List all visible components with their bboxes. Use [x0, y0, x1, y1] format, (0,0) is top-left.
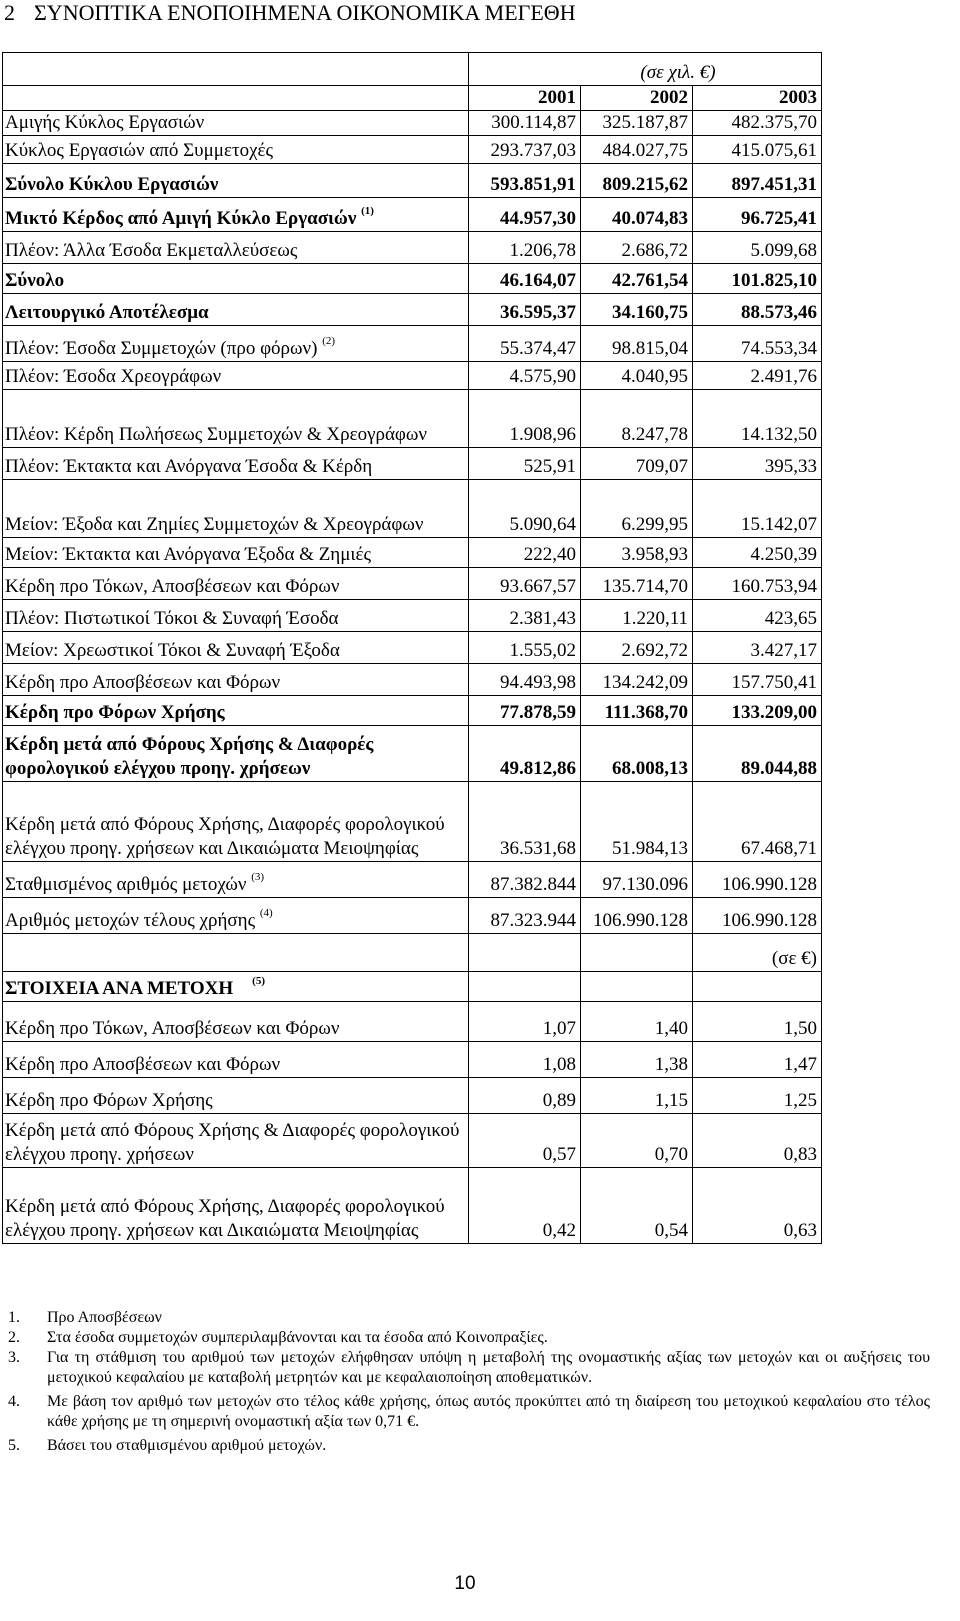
footnote-text: Για τη στάθμιση του αριθμού των μετοχών ελήφθησαν υπόψη η μεταβολή της ονομαστικής αξίας των μετοχών και οι αυξήσεις του μετοχικού κεφαλαίου με καταβολή μετρητών και με κεφαλαιοποίηση αποθεματικών.: [47, 1349, 930, 1386]
row-label: [3, 264, 469, 294]
row-label-text: Αριθμός μετοχών τέλους χρήσης: [5, 910, 256, 931]
table-row: [3, 782, 822, 862]
row-label-text: Κέρδη μετά από Φόρους Χρήσης & Διαφορές φορολογικού ελέγχου προηγ. χρήσεων: [5, 734, 374, 779]
row-label: [3, 898, 469, 934]
per-share-label: Κέρδη προ Αποσβέσεων και Φόρων: [3, 1042, 469, 1078]
row-label: [3, 136, 469, 164]
cell-value-2001: 87.323.944: [469, 898, 581, 934]
cell-value-2003: 14.132,50: [693, 390, 822, 448]
row-label-text: Κύκλος Εργασιών από Συμμετοχές: [5, 140, 274, 161]
row-label: [3, 111, 469, 136]
table-row: [3, 198, 822, 232]
section-number: 2: [4, 0, 15, 25]
row-label: [3, 782, 469, 862]
unit-spacer: [581, 934, 693, 972]
row-label: [3, 326, 469, 362]
row-label-text: Κέρδη προ Αποσβέσεων και Φόρων: [5, 672, 281, 693]
cell-value-2002: 40.074,83: [581, 198, 693, 232]
cell-value-2002: 8.247,78: [581, 390, 693, 448]
cell-value-2003: 157.750,41: [693, 664, 822, 696]
row-label-text: Κέρδη προ Φόρων Χρήσης: [5, 702, 225, 723]
cell-value-2003: 3.427,17: [693, 632, 822, 664]
per-share-value-2003: 0,83: [693, 1114, 822, 1168]
unit-row: [3, 53, 822, 86]
row-label: [3, 600, 469, 632]
unit-spacer: [469, 934, 581, 972]
per-share-value-2002: 0,54: [581, 1168, 693, 1244]
unit-row-per-share: [3, 934, 822, 972]
footnote-marker: (2): [322, 335, 336, 347]
row-label-text: Πλέον: Πιστωτικοί Τόκοι & Συναφή Έσοδα: [5, 608, 339, 629]
cell-value-2003: 88.573,46: [693, 294, 822, 326]
per-share-label: Κέρδη προ Φόρων Χρήσης: [3, 1078, 469, 1114]
row-label-text: Πλέον: Άλλα Έσοδα Εκμεταλλεύσεως: [5, 240, 298, 261]
year-header-spacer: [3, 86, 469, 111]
footnote-number: 1.: [8, 1309, 20, 1326]
cell-value-2002: 4.040,95: [581, 362, 693, 390]
row-label-text: Μείον: Έξοδα και Ζημίες Συμμετοχών & Χρεογράφων: [5, 514, 424, 535]
footnote-item: [0, 1328, 930, 1348]
cell-value-2001: 44.957,30: [469, 198, 581, 232]
cell-value-2002: 809.215,62: [581, 164, 693, 198]
footnote-marker: (1): [361, 205, 374, 217]
cell-value-2003: 5.099,68: [693, 232, 822, 264]
footnote-marker: (5): [252, 975, 265, 987]
cell-value-2001: 36.531,68: [469, 782, 581, 862]
cell-value-2001: 55.374,47: [469, 326, 581, 362]
row-label-text: Αμιγής Κύκλος Εργασιών: [5, 112, 205, 133]
per-share-value-2002: 1,15: [581, 1078, 693, 1114]
page-number: 10: [454, 1573, 476, 1594]
cell-value-2003: 415.075,61: [693, 136, 822, 164]
row-label: [3, 480, 469, 538]
cell-value-2003: 423,65: [693, 600, 822, 632]
per-share-value-2003: 1,50: [693, 1002, 822, 1042]
cell-value-2003: 133.209,00: [693, 696, 822, 726]
year-header: 2001: [469, 86, 581, 111]
cell-value-2003: 2.491,76: [693, 362, 822, 390]
year-header: 2002: [581, 86, 693, 111]
footnote-marker: (3): [251, 871, 265, 883]
cell-value-2003: 96.725,41: [693, 198, 822, 232]
cell-value-2001: 46.164,07: [469, 264, 581, 294]
row-label-text: Μείον: Χρεωστικοί Τόκοι & Συναφή Έξοδα: [5, 640, 340, 661]
cell-value-2003: 101.825,10: [693, 264, 822, 294]
row-label-text: Πλέον: Έσοδα Συμμετοχών (προ φόρων): [5, 338, 318, 359]
cell-value-2002: 34.160,75: [581, 294, 693, 326]
unit-label-per-share: (σε €): [693, 934, 822, 972]
cell-value-2003: 4.250,39: [693, 538, 822, 568]
table-row: [3, 632, 822, 664]
cell-value-2002: 2.686,72: [581, 232, 693, 264]
footnote-item: [0, 1348, 930, 1388]
spacer: [581, 972, 693, 1002]
per-share-label: Κέρδη προ Τόκων, Αποσβέσεων και Φόρων: [3, 1002, 469, 1042]
cell-value-2001: 300.114,87: [469, 111, 581, 136]
cell-value-2003: 15.142,07: [693, 480, 822, 538]
row-label-text: Πλέον: Έκτακτα και Ανόργανα Έσοδα & Κέρδη: [5, 456, 373, 477]
row-label: [3, 696, 469, 726]
cell-value-2003: 74.553,34: [693, 326, 822, 362]
per-share-value-2003: 1,25: [693, 1078, 822, 1114]
row-label-text: Μείον: Έκτακτα και Ανόργανα Έξοδα & Ζημιές: [5, 544, 372, 565]
per-share-value-2002: 1,38: [581, 1042, 693, 1078]
table-row: [3, 448, 822, 480]
footnotes: [0, 1308, 930, 1456]
table-row: [3, 480, 822, 538]
table-row: [3, 326, 822, 362]
row-label-text: Πλέον: Έσοδα Χρεογράφων: [5, 366, 222, 387]
row-label-text: Μικτό Κέρδος από Αμιγή Κύκλο Εργασιών: [5, 208, 357, 229]
row-label-text: Κέρδη μετά από Φόρους Χρήσης, Διαφορές φορολογικού ελέγχου προηγ. χρήσεων και Δικαιώματα Μειοψηφίας: [5, 814, 445, 859]
cell-value-2002: 484.027,75: [581, 136, 693, 164]
footnote-item: [0, 1308, 930, 1328]
footnote-number: 2.: [8, 1329, 20, 1346]
row-label: [3, 726, 469, 782]
table-row: [3, 538, 822, 568]
row-label-text: Σύνολο Κύκλου Εργασιών: [5, 174, 219, 195]
footnote-text: Στα έσοδα συμμετοχών συμπεριλαμβάνονται και τα έσοδα από Κοινοπραξίες.: [47, 1329, 548, 1346]
per-share-row: [3, 1002, 822, 1042]
cell-value-2002: 2.692,72: [581, 632, 693, 664]
row-label: [3, 664, 469, 696]
row-label: [3, 538, 469, 568]
row-label-text: Κέρδη προ Τόκων, Αποσβέσεων και Φόρων: [5, 576, 340, 597]
unit-label: (σε χιλ. €): [469, 53, 822, 86]
per-share-row: [3, 1042, 822, 1078]
row-label: [3, 632, 469, 664]
footnote-text: Βάσει του σταθμισμένου αριθμού μετοχών.: [47, 1437, 327, 1454]
row-label-text: Σύνολο: [5, 270, 65, 291]
unit-spacer: [3, 934, 469, 972]
cell-value-2001: 525,91: [469, 448, 581, 480]
cell-value-2002: 111.368,70: [581, 696, 693, 726]
section-title: ΣΥΝΟΠΤΙΚΑ ΕΝΟΠΟΙΗΜΕΝΑ ΟΙΚΟΝΟΜΙΚΑ ΜΕΓΕΘΗ: [34, 0, 576, 25]
table-row: [3, 664, 822, 696]
table-row: [3, 568, 822, 600]
row-label-text: Πλέον: Κέρδη Πωλήσεως Συμμετοχών & Χρεογράφων: [5, 424, 427, 445]
row-label: [3, 198, 469, 232]
per-share-row: [3, 1078, 822, 1114]
footnote-item: [0, 1392, 930, 1432]
table-row: [3, 898, 822, 934]
cell-value-2001: 77.878,59: [469, 696, 581, 726]
cell-value-2001: 1.555,02: [469, 632, 581, 664]
cell-value-2002: 68.008,13: [581, 726, 693, 782]
row-label: [3, 448, 469, 480]
cell-value-2003: 395,33: [693, 448, 822, 480]
row-label: [3, 568, 469, 600]
cell-value-2002: 98.815,04: [581, 326, 693, 362]
per-share-row: [3, 1114, 822, 1168]
financial-table: [2, 52, 822, 1244]
per-share-value-2003: 1,47: [693, 1042, 822, 1078]
cell-value-2003: 482.375,70: [693, 111, 822, 136]
table-row: [3, 164, 822, 198]
per-share-value-2001: 0,57: [469, 1114, 581, 1168]
footnote-marker: (4): [259, 907, 273, 919]
row-label: [3, 294, 469, 326]
row-label-text: Σταθμισμένος αριθμός μετοχών: [5, 874, 247, 895]
cell-value-2002: 135.714,70: [581, 568, 693, 600]
section-heading: [4, 0, 576, 26]
spacer: [693, 972, 822, 1002]
footnote-number: 5.: [8, 1437, 20, 1454]
unit-spacer: [3, 53, 469, 86]
cell-value-2001: 87.382.844: [469, 862, 581, 898]
cell-value-2003: 160.753,94: [693, 568, 822, 600]
table-row: [3, 600, 822, 632]
per-share-title-text: ΣΤΟΙΧΕΙΑ ΑΝΑ ΜΕΤΟΧΗ: [5, 978, 234, 999]
table-row: [3, 294, 822, 326]
spacer: [469, 972, 581, 1002]
per-share-title: [3, 972, 469, 1002]
per-share-value-2001: 0,42: [469, 1168, 581, 1244]
table-row: [3, 232, 822, 264]
footnote-number: 4.: [8, 1393, 20, 1410]
cell-value-2002: 134.242,09: [581, 664, 693, 696]
row-label: [3, 362, 469, 390]
cell-value-2002: 97.130.096: [581, 862, 693, 898]
cell-value-2002: 106.990.128: [581, 898, 693, 934]
cell-value-2002: 709,07: [581, 448, 693, 480]
per-share-value-2001: 0,89: [469, 1078, 581, 1114]
cell-value-2002: 3.958,93: [581, 538, 693, 568]
row-label: [3, 164, 469, 198]
footnote-item: [0, 1436, 930, 1456]
table-row: [3, 136, 822, 164]
table-row: [3, 696, 822, 726]
row-label: [3, 862, 469, 898]
per-share-value-2001: 1,07: [469, 1002, 581, 1042]
cell-value-2002: 42.761,54: [581, 264, 693, 294]
cell-value-2001: 49.812,86: [469, 726, 581, 782]
footnote-number: 3.: [8, 1349, 20, 1366]
cell-value-2001: 1.206,78: [469, 232, 581, 264]
cell-value-2003: 897.451,31: [693, 164, 822, 198]
table-row: [3, 111, 822, 136]
table-row: [3, 362, 822, 390]
cell-value-2003: 106.990.128: [693, 862, 822, 898]
cell-value-2001: 1.908,96: [469, 390, 581, 448]
footnote-text: Προ Αποσβέσεων: [47, 1309, 162, 1326]
cell-value-2001: 2.381,43: [469, 600, 581, 632]
cell-value-2001: 4.575,90: [469, 362, 581, 390]
table-row: [3, 862, 822, 898]
year-header-row: [3, 86, 822, 111]
per-share-value-2003: 0,63: [693, 1168, 822, 1244]
cell-value-2003: 67.468,71: [693, 782, 822, 862]
table-row: [3, 264, 822, 294]
cell-value-2001: 94.493,98: [469, 664, 581, 696]
cell-value-2002: 6.299,95: [581, 480, 693, 538]
per-share-value-2002: 1,40: [581, 1002, 693, 1042]
per-share-label: Κέρδη μετά από Φόρους Χρήσης & Διαφορές φορολογικού ελέγχου προηγ. χρήσεων: [3, 1114, 469, 1168]
cell-value-2001: 593.851,91: [469, 164, 581, 198]
cell-value-2001: 222,40: [469, 538, 581, 568]
footnote-text: Με βάση τον αριθμό των μετοχών στο τέλος κάθε χρήσης, όπως αυτός προκύπτει από τη διαίρεση του μετοχικού κεφαλαίου στο τέλος κάθε χρήσης με τη σημερινή ονομαστική αξία των 0,71 €.: [47, 1393, 930, 1430]
cell-value-2002: 51.984,13: [581, 782, 693, 862]
cell-value-2003: 106.990.128: [693, 898, 822, 934]
row-label: [3, 232, 469, 264]
cell-value-2001: 5.090,64: [469, 480, 581, 538]
table-row: [3, 726, 822, 782]
per-share-row: [3, 1168, 822, 1244]
row-label: [3, 390, 469, 448]
per-share-value-2001: 1,08: [469, 1042, 581, 1078]
cell-value-2003: 89.044,88: [693, 726, 822, 782]
year-header: 2003: [693, 86, 822, 111]
cell-value-2002: 1.220,11: [581, 600, 693, 632]
cell-value-2001: 293.737,03: [469, 136, 581, 164]
cell-value-2001: 36.595,37: [469, 294, 581, 326]
per-share-label: Κέρδη μετά από Φόρους Χρήσης, Διαφορές φορολογικού ελέγχου προηγ. χρήσεων και Δικαιώματα Μειοψηφίας: [3, 1168, 469, 1244]
row-label-text: Λειτουργικό Αποτέλεσμα: [5, 302, 209, 323]
table-row: [3, 390, 822, 448]
per-share-value-2002: 0,70: [581, 1114, 693, 1168]
cell-value-2001: 93.667,57: [469, 568, 581, 600]
per-share-title-row: [3, 972, 822, 1002]
cell-value-2002: 325.187,87: [581, 111, 693, 136]
